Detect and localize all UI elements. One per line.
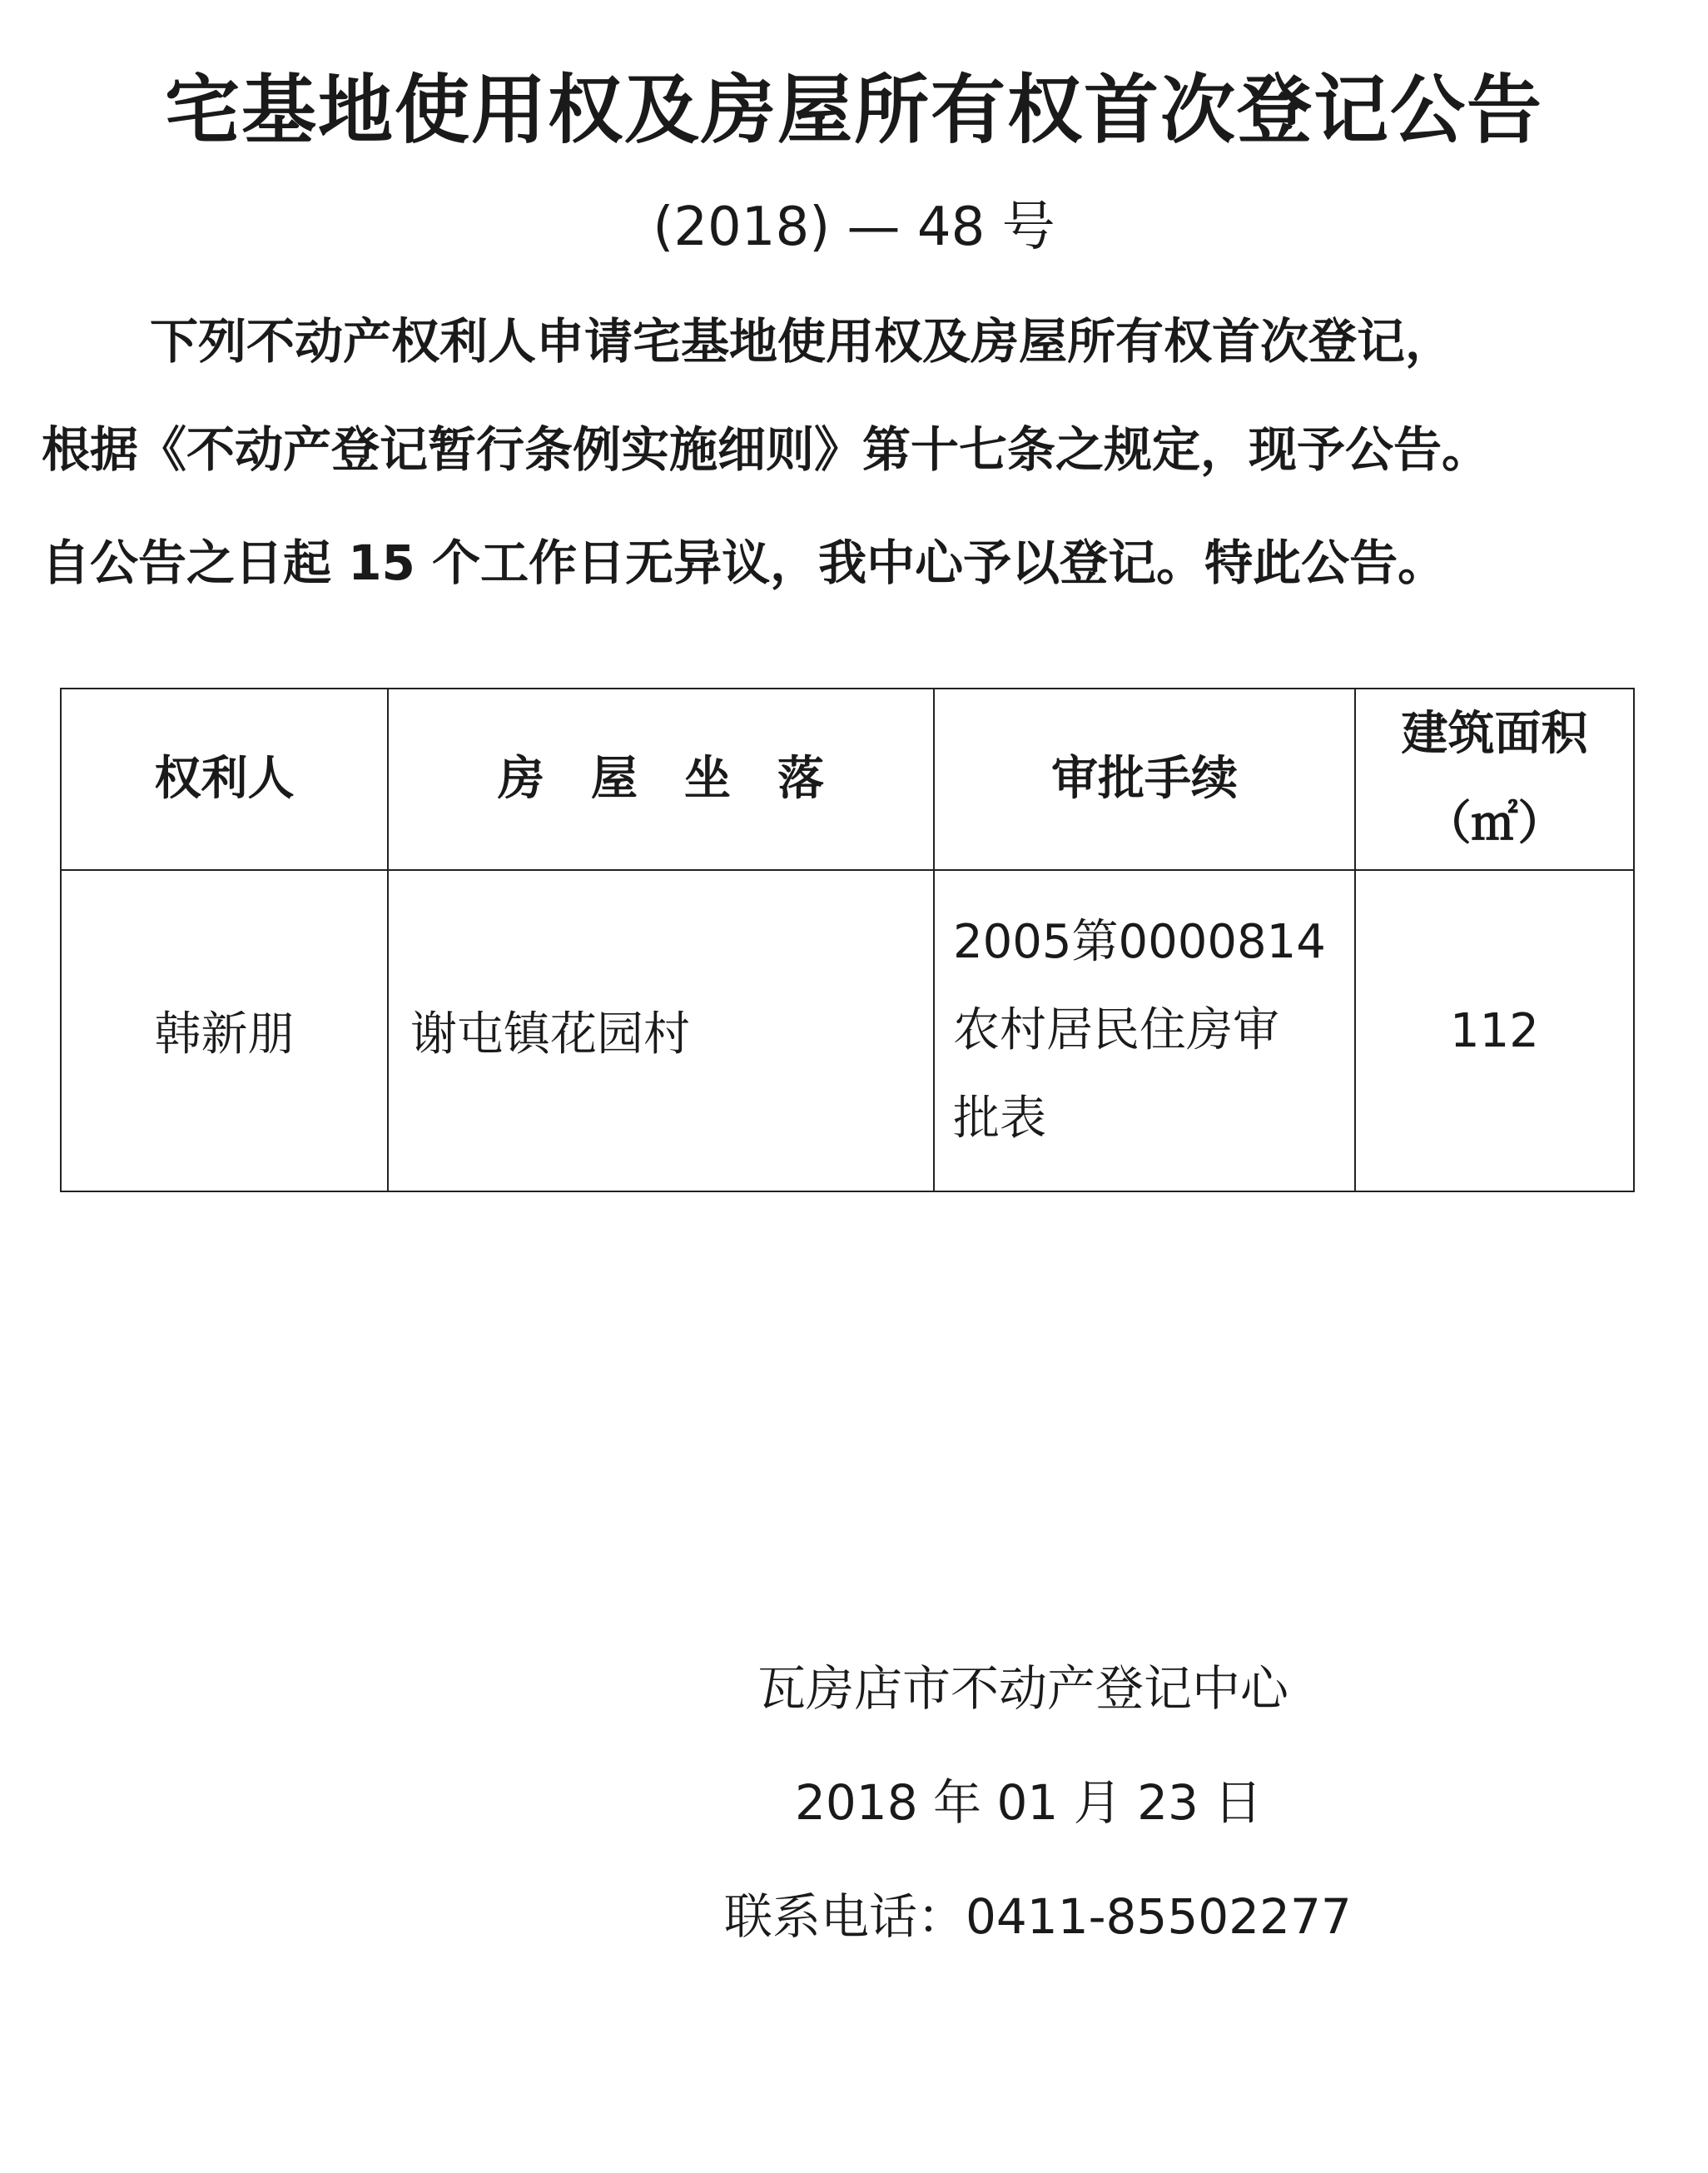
cell-approval (934, 870, 1355, 1191)
header-area-line2: （㎡） (1424, 797, 1565, 851)
header-owner: 权利人 (61, 689, 388, 870)
header-approval: 审批手续 (934, 689, 1355, 870)
cell-area: 112 (1355, 870, 1634, 1191)
cell-location: 谢屯镇花园村 (388, 870, 934, 1191)
approval-line-3: 批表 (953, 1091, 1046, 1146)
header-area (1355, 689, 1634, 870)
issuing-organization: 瓦房店市不动产登记中心 (757, 1660, 1289, 1717)
table-header-row (61, 689, 1634, 870)
approval-line-1: 2005第0000814 (953, 915, 1326, 969)
document-title: 宅基地使用权及房屋所有权首次登记公告 (165, 67, 1543, 154)
issue-date: 2018 年 01 月 23 日 (795, 1774, 1263, 1831)
header-area-line1: 建筑面积 (1401, 707, 1588, 761)
cell-owner: 韩新朋 (61, 870, 388, 1191)
table-row (61, 870, 1634, 1191)
intro-line-3: 自公告之日起 15 个工作日无异议，我中心予以登记。特此公告。 (42, 535, 1447, 591)
contact-phone: 联系电话：0411-85502277 (724, 1888, 1352, 1945)
intro-line-2: 根据《不动产登记暂行条例实施细则》第十七条之规定，现予公告。 (42, 421, 1491, 478)
intro-line-1: 下列不动产权利人申请宅基地使用权及房屋所有权首次登记， (150, 313, 1454, 370)
registry-table (60, 688, 1635, 1192)
approval-line-2: 农村居民住房审 (953, 1003, 1279, 1057)
header-location: 房 屋 坐 落 (388, 689, 934, 870)
document-number: (2018) — 48 号 (653, 196, 1055, 258)
